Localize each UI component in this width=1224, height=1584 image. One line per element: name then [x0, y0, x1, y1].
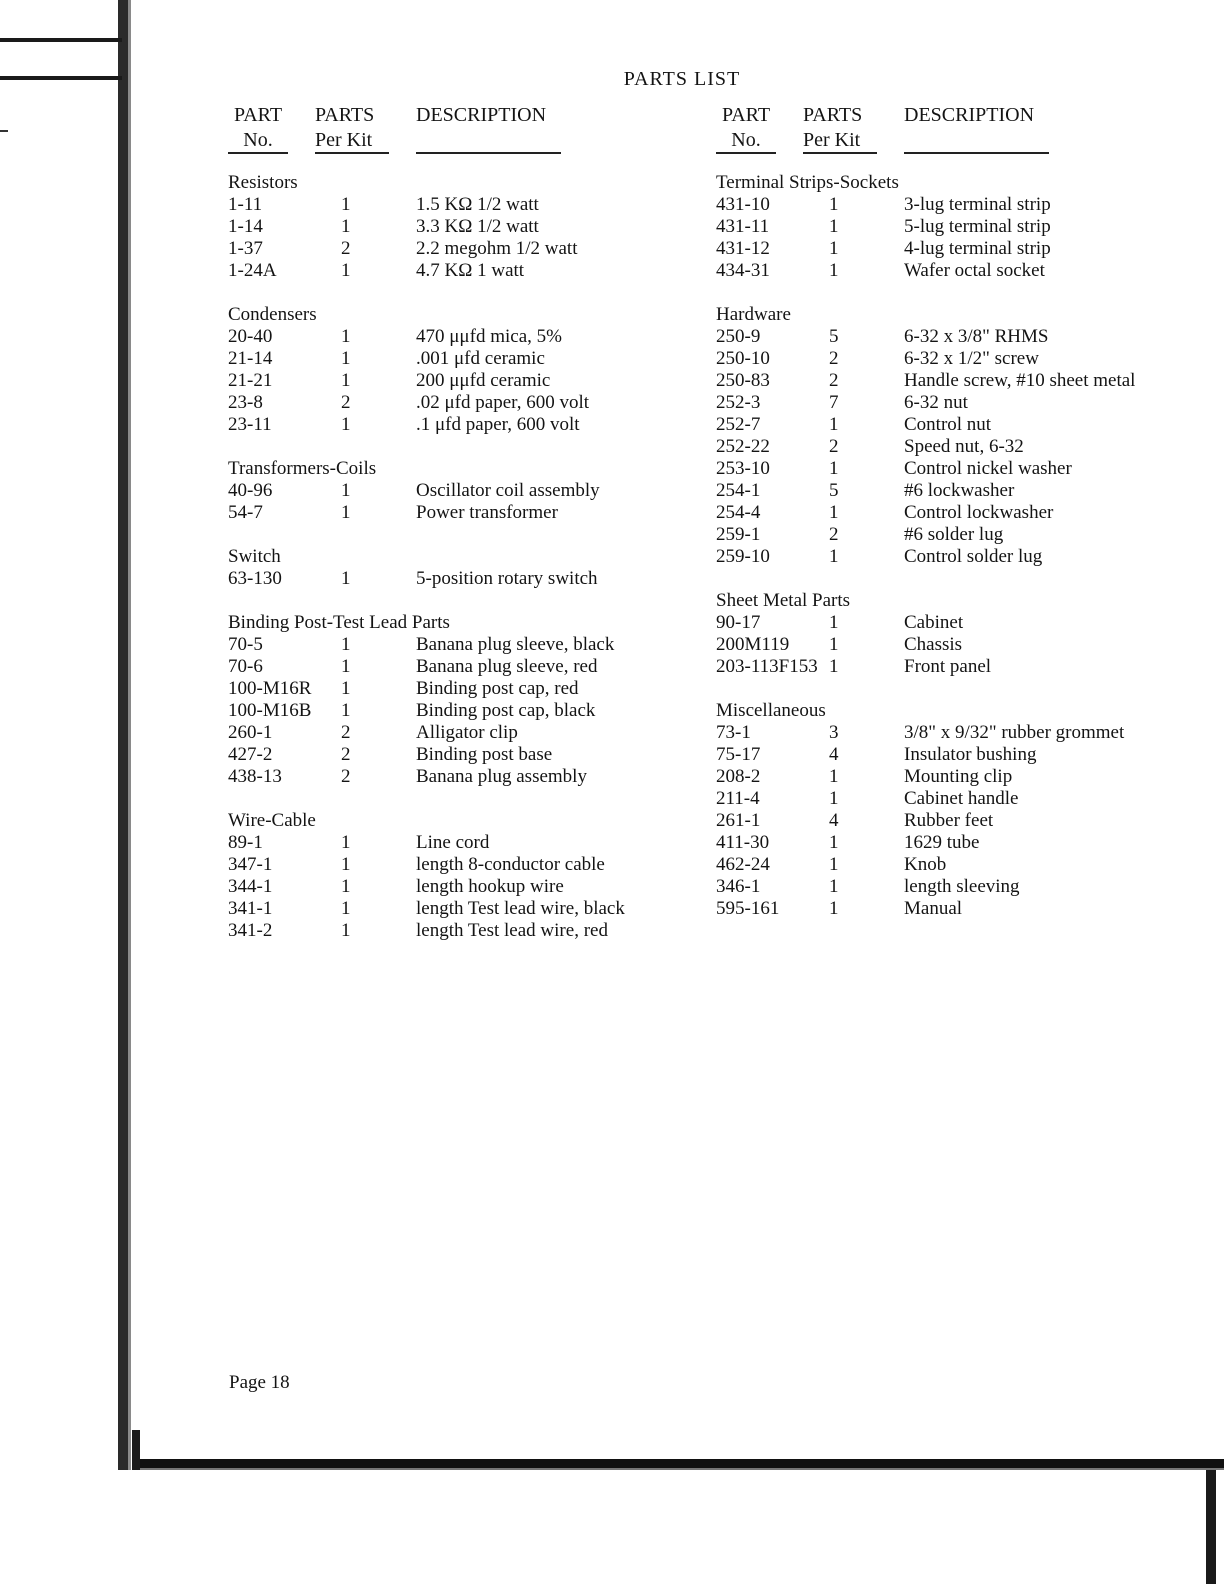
table-row: [228, 370, 706, 392]
table-row: [716, 194, 1211, 216]
parts-section: [228, 810, 706, 942]
part-description: 3/8" x 9/32" rubber grommet: [904, 722, 1125, 743]
table-row: [228, 194, 706, 216]
part-number: 211-4: [716, 788, 760, 809]
part-description: Cabinet: [904, 612, 964, 633]
parts-section: [716, 172, 1211, 282]
part-number: 260-1: [228, 722, 273, 743]
parts-per-kit: 1: [341, 656, 351, 677]
part-number: 54-7: [228, 502, 263, 523]
parts-column-right: [716, 104, 1211, 942]
header-per-kit: Per Kit: [315, 129, 389, 154]
part-description: Speed nut, 6-32: [904, 436, 1024, 457]
parts-per-kit: 1: [341, 898, 351, 919]
part-description: Banana plug sleeve, red: [416, 656, 598, 677]
parts-per-kit: 2: [341, 744, 351, 765]
part-number: 70-6: [228, 656, 263, 677]
table-row: [228, 656, 706, 678]
table-row: [228, 766, 706, 788]
part-number: 100-M16R: [228, 678, 312, 699]
part-number: 411-30: [716, 832, 770, 853]
table-row: [228, 920, 706, 942]
part-description: Front panel: [904, 656, 992, 677]
section-title: Hardware: [716, 304, 791, 325]
part-description: Mounting clip: [904, 766, 1013, 787]
scan-bottom-edge: [140, 1455, 1224, 1473]
part-number: 462-24: [716, 854, 770, 875]
part-description: length sleeving: [904, 876, 1020, 897]
table-row: [716, 612, 1211, 634]
part-description: Control nickel washer: [904, 458, 1072, 479]
header-per-kit: Per Kit: [803, 129, 877, 154]
part-number: 250-9: [716, 326, 761, 347]
table-row: [716, 744, 1211, 766]
parts-per-kit: 1: [341, 216, 351, 237]
header-parts: PARTS: [803, 104, 863, 126]
parts-per-kit: 7: [829, 392, 839, 413]
parts-per-kit: 1: [829, 854, 839, 875]
part-number: 1-11: [228, 194, 263, 215]
part-number: 434-31: [716, 260, 770, 281]
table-row: [716, 832, 1211, 854]
part-description: Control lockwasher: [904, 502, 1054, 523]
part-number: 595-161: [716, 898, 780, 919]
part-number: 63-130: [228, 568, 282, 589]
section-title: Resistors: [228, 172, 298, 193]
part-description: length Test lead wire, red: [416, 920, 608, 941]
parts-section: [228, 612, 706, 788]
table-row: [716, 546, 1211, 568]
table-row: [228, 414, 706, 436]
part-number: 431-11: [716, 216, 770, 237]
section-title: Terminal Strips-Sockets: [716, 172, 899, 193]
table-row: [228, 348, 706, 370]
part-description: Binding post cap, red: [416, 678, 579, 699]
part-number: 431-12: [716, 238, 770, 259]
parts-per-kit: 1: [341, 678, 351, 699]
part-description: 4-lug terminal strip: [904, 238, 1051, 259]
table-row: [716, 876, 1211, 898]
header-part: PART: [721, 104, 771, 126]
parts-per-kit: 1: [341, 348, 351, 369]
table-row: [716, 788, 1211, 810]
part-number: 253-10: [716, 458, 770, 479]
part-description: Oscillator coil assembly: [416, 480, 600, 501]
section-title: Binding Post-Test Lead Parts: [228, 612, 450, 633]
part-description: 2.2 megohm 1/2 watt: [416, 238, 578, 259]
table-row: [716, 436, 1211, 458]
part-number: 438-13: [228, 766, 282, 787]
part-number: 346-1: [716, 876, 761, 897]
parts-per-kit: 2: [341, 392, 351, 413]
table-row: [716, 348, 1211, 370]
sections-left: [228, 172, 706, 942]
part-number: 341-2: [228, 920, 273, 941]
part-description: Control solder lug: [904, 546, 1043, 567]
table-row: [716, 722, 1211, 744]
parts-per-kit: 1: [829, 634, 839, 655]
section-title: Miscellaneous: [716, 700, 826, 721]
parts-per-kit: 1: [341, 634, 351, 655]
part-description: Line cord: [416, 832, 490, 853]
part-number: 208-2: [716, 766, 761, 787]
parts-section: [228, 304, 706, 436]
table-row: [716, 656, 1211, 678]
table-row: [228, 876, 706, 898]
part-description: 6-32 x 3/8" RHMS: [904, 326, 1049, 347]
part-description: Handle screw, #10 sheet metal: [904, 370, 1136, 391]
scan-binding-edge: [0, 0, 140, 1584]
parts-per-kit: 1: [341, 370, 351, 391]
parts-per-kit: 2: [341, 766, 351, 787]
parts-section: [228, 458, 706, 524]
parts-per-kit: 1: [829, 260, 839, 281]
parts-section: [228, 546, 706, 590]
table-row: [228, 568, 706, 590]
parts-per-kit: 2: [829, 436, 839, 457]
part-description: Alligator clip: [416, 722, 518, 743]
header-parts: PARTS: [315, 104, 375, 126]
part-description: 3.3 KΩ 1/2 watt: [416, 216, 539, 237]
part-description: 1.5 KΩ 1/2 watt: [416, 194, 539, 215]
parts-per-kit: 1: [341, 260, 351, 281]
table-row: [716, 238, 1211, 260]
part-description: 4.7 KΩ 1 watt: [416, 260, 525, 281]
header-part-no: No.: [716, 129, 776, 154]
parts-per-kit: 2: [341, 238, 351, 259]
table-row: [228, 700, 706, 722]
part-description: Control nut: [904, 414, 992, 435]
part-description: .001 μfd ceramic: [416, 348, 545, 369]
parts-per-kit: 5: [829, 480, 839, 501]
table-row: [716, 326, 1211, 348]
part-description: Banana plug assembly: [416, 766, 587, 787]
part-description: 200 μμfd ceramic: [416, 370, 551, 391]
part-number: 70-5: [228, 634, 263, 655]
part-number: 21-21: [228, 370, 273, 391]
part-number: 73-1: [716, 722, 751, 743]
parts-per-kit: 1: [829, 876, 839, 897]
parts-per-kit: 2: [341, 722, 351, 743]
parts-section: [228, 172, 706, 282]
part-description: Binding post cap, black: [416, 700, 596, 721]
part-number: 427-2: [228, 744, 273, 765]
part-description: Wafer octal socket: [904, 260, 1045, 281]
part-number: 250-10: [716, 348, 770, 369]
part-number: 259-10: [716, 546, 770, 567]
part-number: 75-17: [716, 744, 761, 765]
parts-per-kit: 2: [829, 370, 839, 391]
parts-section: [716, 590, 1211, 678]
section-title: Condensers: [228, 304, 317, 325]
parts-per-kit: 1: [341, 832, 351, 853]
part-description: .1 μfd paper, 600 volt: [416, 414, 580, 435]
table-row: [228, 634, 706, 656]
table-row: [716, 524, 1211, 546]
part-description: Chassis: [904, 634, 963, 655]
parts-per-kit: 1: [829, 766, 839, 787]
table-row: [228, 722, 706, 744]
sections-right: [716, 172, 1211, 920]
part-number: 100-M16B: [228, 700, 312, 721]
part-number: 252-7: [716, 414, 761, 435]
part-description: 3-lug terminal strip: [904, 194, 1051, 215]
part-description: 6-32 x 1/2" screw: [904, 348, 1039, 369]
parts-per-kit: 1: [829, 546, 839, 567]
scan-corner-mark: [1184, 1470, 1224, 1584]
table-row: [228, 678, 706, 700]
parts-per-kit: 1: [829, 612, 839, 633]
part-number: 344-1: [228, 876, 273, 897]
table-row: [228, 744, 706, 766]
header-part-no: No.: [228, 129, 288, 154]
table-row: [716, 766, 1211, 788]
part-description: Banana plug sleeve, black: [416, 634, 615, 655]
table-row: [228, 854, 706, 876]
part-description: 470 μμfd mica, 5%: [416, 326, 562, 347]
parts-section: [716, 304, 1211, 568]
table-row: [716, 480, 1211, 502]
part-number: 23-11: [228, 414, 272, 435]
part-number: 252-3: [716, 392, 761, 413]
part-number: 90-17: [716, 612, 761, 633]
parts-per-kit: 1: [341, 854, 351, 875]
table-row: [716, 260, 1211, 282]
table-row: [228, 898, 706, 920]
table-row: [716, 854, 1211, 876]
parts-per-kit: 1: [829, 216, 839, 237]
part-number: 203-113F153: [716, 656, 818, 677]
table-row: [716, 458, 1211, 480]
column-headers: [228, 104, 706, 156]
part-description: Rubber feet: [904, 810, 994, 831]
table-row: [228, 216, 706, 238]
part-description: .02 μfd paper, 600 volt: [416, 392, 590, 413]
part-number: 1-24A: [228, 260, 277, 281]
parts-per-kit: 1: [829, 238, 839, 259]
part-number: 347-1: [228, 854, 273, 875]
part-number: 252-22: [716, 436, 770, 457]
table-row: [716, 392, 1211, 414]
parts-per-kit: 1: [341, 194, 351, 215]
part-description: Manual: [904, 898, 963, 919]
header-description-rule: [416, 129, 561, 154]
part-number: 1-14: [228, 216, 263, 237]
part-number: 1-37: [228, 238, 263, 259]
parts-per-kit: 1: [341, 414, 351, 435]
part-number: 341-1: [228, 898, 273, 919]
parts-per-kit: 2: [829, 348, 839, 369]
part-description: 6-32 nut: [904, 392, 968, 413]
part-number: 40-96: [228, 480, 273, 501]
page-title: PARTS LIST: [623, 68, 741, 90]
parts-column-left: [228, 104, 706, 964]
parts-per-kit: 1: [341, 568, 351, 589]
parts-per-kit: 1: [829, 502, 839, 523]
part-description: #6 solder lug: [904, 524, 1004, 545]
parts-per-kit: 1: [829, 898, 839, 919]
part-description: Knob: [904, 854, 947, 875]
part-number: 431-10: [716, 194, 770, 215]
parts-per-kit: 1: [829, 656, 839, 677]
part-number: 250-83: [716, 370, 770, 391]
part-number: 254-4: [716, 502, 761, 523]
parts-per-kit: 1: [341, 700, 351, 721]
part-number: 20-40: [228, 326, 273, 347]
part-description: length hookup wire: [416, 876, 564, 897]
table-row: [716, 810, 1211, 832]
part-description: Power transformer: [416, 502, 558, 523]
part-description: #6 lockwasher: [904, 480, 1015, 501]
section-title: Transformers-Coils: [228, 458, 377, 479]
table-row: [716, 634, 1211, 656]
part-number: 254-1: [716, 480, 761, 501]
table-row: [228, 260, 706, 282]
part-description: length Test lead wire, black: [416, 898, 625, 919]
parts-per-kit: 1: [829, 414, 839, 435]
parts-per-kit: 3: [829, 722, 839, 743]
table-row: [716, 898, 1211, 920]
table-row: [716, 370, 1211, 392]
table-row: [228, 326, 706, 348]
part-number: 261-1: [716, 810, 761, 831]
header-part: PART: [233, 104, 283, 126]
parts-per-kit: 1: [829, 194, 839, 215]
header-description: DESCRIPTION: [416, 104, 547, 126]
part-description: 5-lug terminal strip: [904, 216, 1051, 237]
table-row: [228, 238, 706, 260]
part-description: Insulator bushing: [904, 744, 1037, 765]
table-row: [716, 216, 1211, 238]
parts-per-kit: 1: [341, 920, 351, 941]
parts-per-kit: 1: [341, 876, 351, 897]
header-description-rule: [904, 129, 1049, 154]
parts-per-kit: 1: [829, 788, 839, 809]
part-description: Binding post base: [416, 744, 553, 765]
part-description: 5-position rotary switch: [416, 568, 598, 589]
part-number: 21-14: [228, 348, 273, 369]
part-number: 23-8: [228, 392, 263, 413]
parts-section: [716, 700, 1211, 920]
parts-per-kit: 1: [829, 458, 839, 479]
part-description: 1629 tube: [904, 832, 980, 853]
parts-per-kit: 5: [829, 326, 839, 347]
part-number: 259-1: [716, 524, 761, 545]
part-number: 89-1: [228, 832, 263, 853]
parts-per-kit: 1: [341, 326, 351, 347]
table-row: [228, 832, 706, 854]
page-number: Page 18: [229, 1372, 290, 1393]
section-title: Wire-Cable: [228, 810, 316, 831]
part-number: 200M119: [716, 634, 790, 655]
section-title: Switch: [228, 546, 281, 567]
header-description: DESCRIPTION: [904, 104, 1035, 126]
table-row: [716, 502, 1211, 524]
parts-per-kit: 4: [829, 810, 839, 831]
parts-per-kit: 1: [341, 502, 351, 523]
table-row: [228, 392, 706, 414]
column-headers: [716, 104, 1211, 156]
parts-per-kit: 1: [829, 832, 839, 853]
part-description: length 8-conductor cable: [416, 854, 605, 875]
parts-per-kit: 1: [341, 480, 351, 501]
parts-per-kit: 4: [829, 744, 839, 765]
table-row: [228, 480, 706, 502]
table-row: [228, 502, 706, 524]
part-description: Cabinet handle: [904, 788, 1019, 809]
parts-per-kit: 2: [829, 524, 839, 545]
section-title: Sheet Metal Parts: [716, 590, 851, 611]
table-row: [716, 414, 1211, 436]
